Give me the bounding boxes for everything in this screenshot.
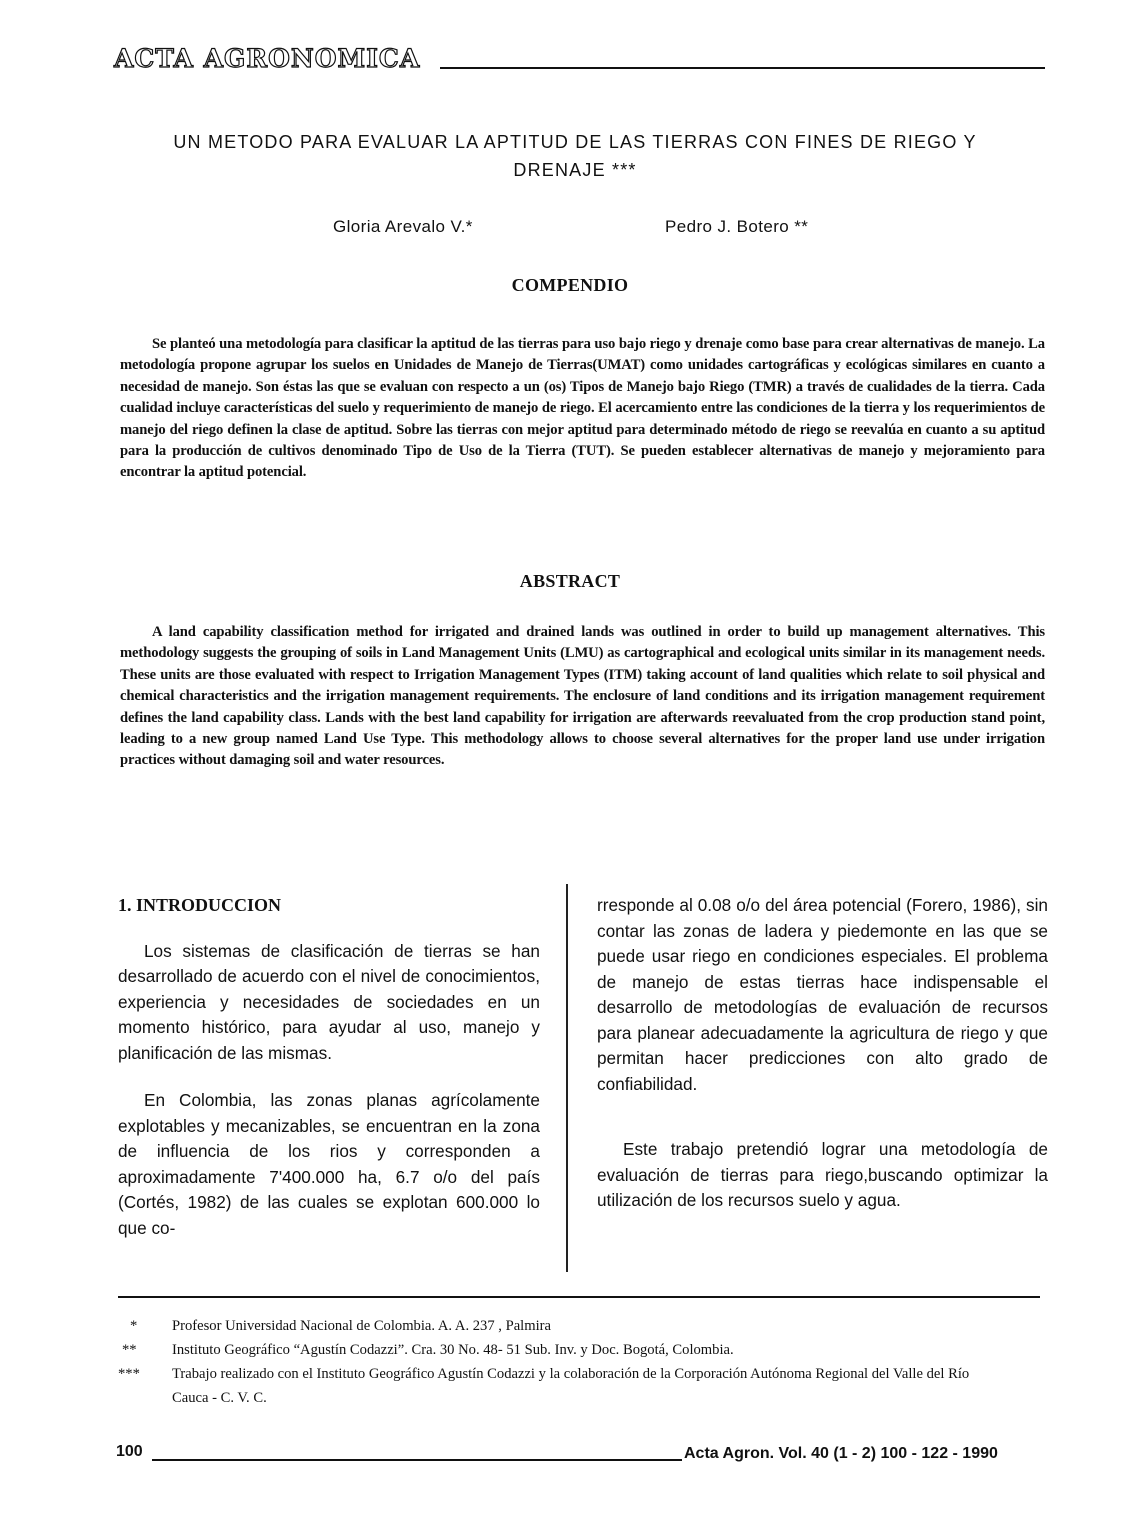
footer-rule <box>152 1459 682 1461</box>
title-line-2: DRENAJE *** <box>513 160 637 180</box>
section-heading: 1. INTRODUCCION <box>118 895 282 915</box>
footnote-mark: ** <box>122 1342 137 1358</box>
paragraph: rresponde al 0.08 o/o del área potencial (Forero, 1986), sin contar las zonas de ladera y piedemonte en las que se puede usar riego en condiciones especiales. El problema de manejo de estas tierras hace indispensable el desarrollo de metodologías de evaluación de recursos para planear adecuadamente la agricultura de riego y que permitan hacer predicciones con alto grado de confiabilidad. <box>597 895 1048 1094</box>
article-title <box>100 128 1050 184</box>
paragraph: Este trabajo pretendió lograr una metodología de evaluación de tierras para riego,buscando optimizar la utilización de los recursos suelo y agua. <box>597 1139 1048 1210</box>
compendio-heading: COMPENDIO <box>511 275 629 295</box>
journal-name: ACTA AGRONOMICA <box>114 44 421 73</box>
footnote-text: Profesor Universidad Nacional de Colombia. A. A. 237 , Palmira <box>172 1318 551 1334</box>
paragraph: Los sistemas de clasificación de tierras se han desarrollado de acuerdo con el nivel de conocimientos, experiencia y necesidades de sociedades en un momento histórico, para ayudar al uso, manejo y planificación de las mismas. <box>118 940 540 1063</box>
page-number: 100 <box>116 1443 143 1460</box>
footnote-text: Trabajo realizado con el Instituto Geográfico Agustín Codazzi y la colaboración de la Corporación Autónoma Regional del Valle del Río Cauca - C. V. C. <box>172 1366 970 1406</box>
title-line-1: UN METODO PARA EVALUAR LA APTITUD DE LAS TIERRAS CON FINES DE RIEGO Y <box>173 132 977 152</box>
column-divider <box>566 884 568 1272</box>
left-column <box>118 893 540 1241</box>
compendio-text: Se planteó una metodología para clasificar la aptitud de las tierras para uso bajo riego y drenaje como base para crear alternativas de manejo. La metodología propone agrupar los suelos en Unidades de Manejo de Tierras(UMAT) como unidades cartográficas y ecológicas similares en cuanto a necesidad de manejo. Son éstas las que se evaluan con respecto a un (os) Tipos de Manejo bajo Riego (TMR) a través de cualidades de la tierra. Cada cualidad incluye características del suelo y requerimiento de manejo de riego. El acercamiento entre las condiciones de la tierra y los requerimientos de manejo del riego definen la clase de aptitud. Sobre las tierras con mejor aptitud para determinado método de riego se reevalúa en cuanto a su aptitud para la producción de cultivos denominado Tipo de Uso de la Tierra (TUT). Se pueden establecer alternativas de manejo y mejoramiento para encontrar la aptitud potencial. <box>120 336 1045 481</box>
abstract-text: A land capability classification method for irrigated and drained lands was outlined in order to build up management alternatives. This methodology suggests the grouping of soils in Land Management Units (LMU) as cartographical and ecological units similar in its management needs. These units are those evaluated with respect to Irrigation Management Types (ITM) taking account of land qualities which relate to soil physical and chemical characteristics and the irrigation management requirements. The enclosure of land conditions and its irrigation management requirement defines the land capability class. Lands with the best land capability for irrigation are afterwards reevaluated from the crop production stand point, leading to a new group named Land Use Type. This methodology allows to choose several alternatives for the proper land use under irrigation practices without damaging soil and water resources. <box>120 624 1045 769</box>
author-1: Gloria Arevalo V.* <box>333 217 473 236</box>
abstract-heading: ABSTRACT <box>519 571 621 591</box>
author-2: Pedro J. Botero ** <box>665 217 809 236</box>
footnote-rule <box>118 1296 1040 1298</box>
footnote-text: Instituto Geográfico “Agustín Codazzi”. Cra. 30 No. 48- 51 Sub. Inv. y Doc. Bogotá, Colombia. <box>172 1342 734 1358</box>
footnote-mark: *** <box>118 1366 140 1382</box>
footnotes <box>118 1315 1038 1415</box>
citation: Acta Agron. Vol. 40 (1 - 2) 100 - 122 - 1990 <box>684 1445 998 1462</box>
header-rule <box>440 67 1045 69</box>
footnote-mark: * <box>130 1318 138 1334</box>
paragraph: En Colombia, las zonas planas agrícolamente explotables y mecanizables, se encuentran en la zona de influencia de los rios y corresponden a aproximadamente 7'400.000 ha, 6.7 o/o del país (Cortés, 1982) de las cuales se explotan 600.000 lo que co- <box>118 1090 540 1238</box>
right-column <box>597 893 1048 1214</box>
